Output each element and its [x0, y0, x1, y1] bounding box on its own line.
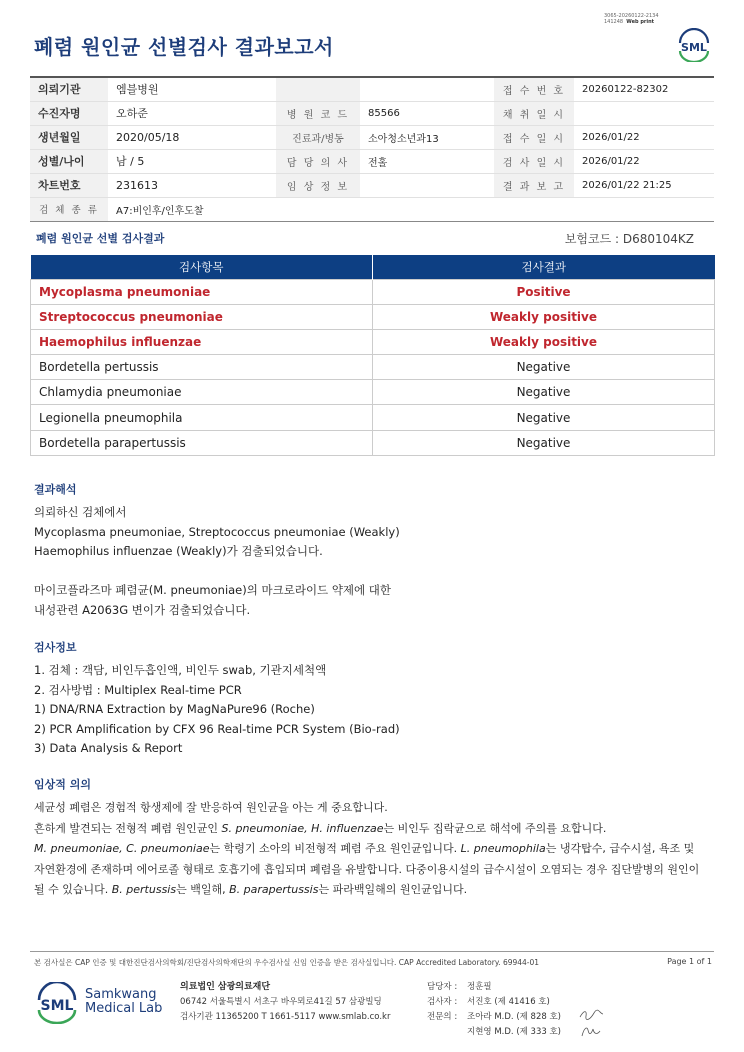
info-value: 오하준 — [108, 101, 276, 125]
interpretation-line: 마이코플라즈마 폐렴균(M. pneumoniae)의 마크로라이드 약제에 대한 — [34, 583, 392, 597]
page-number: Page 1 of 1 — [667, 957, 712, 966]
clinical-line: 자연환경에 존재하며 에어로졸 형태로 호흡기에 흡입되며 폐렴을 유발합니다. 다중이용시설의 급수시설이 오염되는 경우 집단발병의 원인이 — [34, 862, 700, 876]
info-label: 수진자명 — [30, 101, 108, 125]
table-row — [31, 355, 715, 380]
info-value: 2020/05/18 — [108, 125, 276, 149]
clinical-title: 임상적 의의 — [34, 778, 91, 791]
info-row-specimen — [30, 197, 714, 221]
clinical-line: 흔하게 발견되는 전형적 폐렴 원인균인 S. pneumoniae, H. influenzae는 비인두 집락균으로 해석에 주의를 요합니다. — [34, 821, 607, 835]
info-label: 접 수 일 시 — [494, 125, 574, 149]
footer-divider — [30, 951, 714, 952]
info-label: 접 수 번 호 — [494, 77, 574, 101]
header-test-result: 검사결과 — [373, 255, 715, 279]
sml-logo-text: SML — [681, 41, 707, 54]
test-info-line: 1) DNA/RNA Extraction by MagNaPure96 (Roche) — [34, 702, 315, 716]
info-row — [30, 125, 714, 149]
info-label: 임 상 정 보 — [276, 173, 360, 197]
info-value: 2026/01/22 — [574, 149, 714, 173]
footer-accreditation-note: 본 검사실은 CAP 인증 및 대한진단검사의학회/진단검사의학재단의 우수검사실 신임 인증을 받은 검사실입니다. CAP Accredited Laboratory. 69944-01 — [34, 958, 540, 967]
test-info-line: 2. 검사방법 : Multiplex Real-time PCR — [34, 682, 242, 697]
info-row — [30, 77, 714, 101]
specimen-label: 검 체 종 류 — [30, 197, 108, 221]
company-name-line2: Medical Lab — [85, 1001, 163, 1016]
info-label: 담 당 의 사 — [276, 149, 360, 173]
info-label: 생년월일 — [30, 125, 108, 149]
info-value: 231613 — [108, 173, 276, 197]
clinical-section — [34, 776, 699, 901]
table-row — [31, 304, 715, 329]
info-value: 2026/01/22 21:25 — [574, 173, 714, 197]
interpretation-line: 의뢰하신 검체에서 — [34, 505, 127, 519]
info-label — [276, 77, 360, 101]
interpretation-title: 결과해석 — [34, 483, 77, 496]
company-name-line1: Samkwang — [85, 987, 157, 1002]
staff-info — [427, 980, 561, 1040]
table-row — [31, 430, 715, 455]
info-value: 20260122-82302 — [574, 77, 714, 101]
results-section-title: 폐렴 원인균 선별 검사결과 — [36, 232, 165, 245]
staff-row: 담당자 : 정훈필 — [427, 982, 492, 992]
specimen-value: A7:비인후/인후도찰 — [108, 197, 714, 221]
sml-footer-logo-text: SML — [40, 998, 74, 1014]
foundation-contact: 검사기관 11365200 T 1661-5117 www.smlab.co.kr — [180, 1012, 391, 1022]
test-info-title: 검사정보 — [34, 641, 77, 654]
table-row — [31, 329, 715, 354]
foundation-info — [180, 980, 390, 1025]
test-result: Weakly positive — [373, 304, 715, 329]
info-value: 소아청소년과13 — [360, 125, 494, 149]
interpretation-line: Mycoplasma pneumoniae, Streptococcus pneumoniae (Weakly) — [34, 524, 400, 539]
test-info-section — [34, 639, 400, 759]
test-item: Haemophilus influenzae — [31, 329, 373, 354]
print-id-number: 141248 — [604, 19, 624, 25]
table-row — [31, 279, 715, 304]
test-result: Negative — [373, 430, 715, 455]
signature-icon — [578, 1008, 604, 1022]
print-id-line1: 3065-20260122-2134 — [604, 13, 659, 19]
foundation-name: 의료법인 삼광의료재단 — [180, 982, 271, 992]
test-result: Negative — [373, 405, 715, 430]
table-row — [31, 405, 715, 430]
foundation-address: 06742 서울특별시 서초구 바우뫼로41길 57 삼광빌딩 — [180, 997, 382, 1007]
company-name — [85, 988, 162, 1016]
table-row — [31, 380, 715, 405]
patient-info-table — [30, 76, 714, 222]
info-value — [360, 77, 494, 101]
test-info-line: 1. 검체 : 객담, 비인두흡인액, 비인두 swab, 기관지세척액 — [34, 663, 327, 677]
test-item: Bordetella pertussis — [31, 355, 373, 380]
info-label: 의뢰기관 — [30, 77, 108, 101]
info-label: 진료과/병동 — [276, 125, 360, 149]
info-label: 병 원 코 드 — [276, 101, 360, 125]
info-value — [360, 173, 494, 197]
test-item: Streptococcus pneumoniae — [31, 304, 373, 329]
results-table — [30, 255, 715, 456]
staff-row: 검사자 : 서진호 (제 41416 호) — [427, 997, 550, 1007]
info-value: 2026/01/22 — [574, 125, 714, 149]
info-row — [30, 173, 714, 197]
interpretation-line: Haemophilus influenzae (Weakly)가 검출되었습니다. — [34, 544, 323, 558]
info-value — [574, 101, 714, 125]
info-value: 엠블병원 — [108, 77, 276, 101]
print-id — [604, 13, 659, 25]
clinical-line: 될 수 있습니다. B. pertussis는 백일해, B. parapertussis는 파라백일해의 원인균입니다. — [34, 883, 468, 896]
page-title: 폐렴 원인균 선별검사 결과보고서 — [34, 35, 334, 59]
test-result: Positive — [373, 279, 715, 304]
info-label: 차트번호 — [30, 173, 108, 197]
print-id-label: Web print — [626, 19, 655, 25]
test-result: Weakly positive — [373, 329, 715, 354]
test-item: Bordetella parapertussis — [31, 430, 373, 455]
results-header-row — [31, 255, 715, 279]
interpretation-line: 내성관련 A2063G 변이가 검출되었습니다. — [34, 602, 251, 617]
info-value: 전홀 — [360, 149, 494, 173]
info-row — [30, 149, 714, 173]
info-label: 결 과 보 고 — [494, 173, 574, 197]
test-info-line: 2) PCR Amplification by CFX 96 Real-time PCR System (Bio-rad) — [34, 721, 400, 736]
staff-row: 전문의 : 조아라 M.D. (제 828 호) — [427, 1012, 562, 1022]
test-item: Mycoplasma pneumoniae — [31, 279, 373, 304]
clinical-line: M. pneumoniae, C. pneumoniae는 학령기 소아의 비전형적 폐렴 주요 원인균입니다. L. pneumophila는 냉각탑수, 급수시설, 욕조 및 — [34, 842, 695, 855]
info-value: 85566 — [360, 101, 494, 125]
info-label: 검 사 일 시 — [494, 149, 574, 173]
info-label: 성별/나이 — [30, 149, 108, 173]
signature-icon — [578, 1024, 604, 1038]
info-row — [30, 101, 714, 125]
insurance-code: 보험코드 : D680104KZ — [564, 232, 694, 246]
staff-row: 지현영 M.D. (제 333 호) — [467, 1027, 562, 1037]
clinical-line: 세균성 폐렴은 경험적 항생제에 잘 반응하여 원인균을 아는 게 중요합니다. — [34, 801, 388, 814]
test-result: Negative — [373, 380, 715, 405]
test-item: Chlamydia pneumoniae — [31, 380, 373, 405]
header-test-item: 검사항목 — [31, 255, 373, 279]
interpretation-section — [34, 481, 400, 620]
info-value: 남 / 5 — [108, 149, 276, 173]
sml-logo-icon — [676, 28, 712, 62]
info-label: 채 취 일 시 — [494, 101, 574, 125]
test-result: Negative — [373, 355, 715, 380]
test-item: Legionella pneumophila — [31, 405, 373, 430]
test-info-line: 3) Data Analysis & Report — [34, 741, 183, 755]
sml-footer-logo-icon — [34, 982, 80, 1024]
